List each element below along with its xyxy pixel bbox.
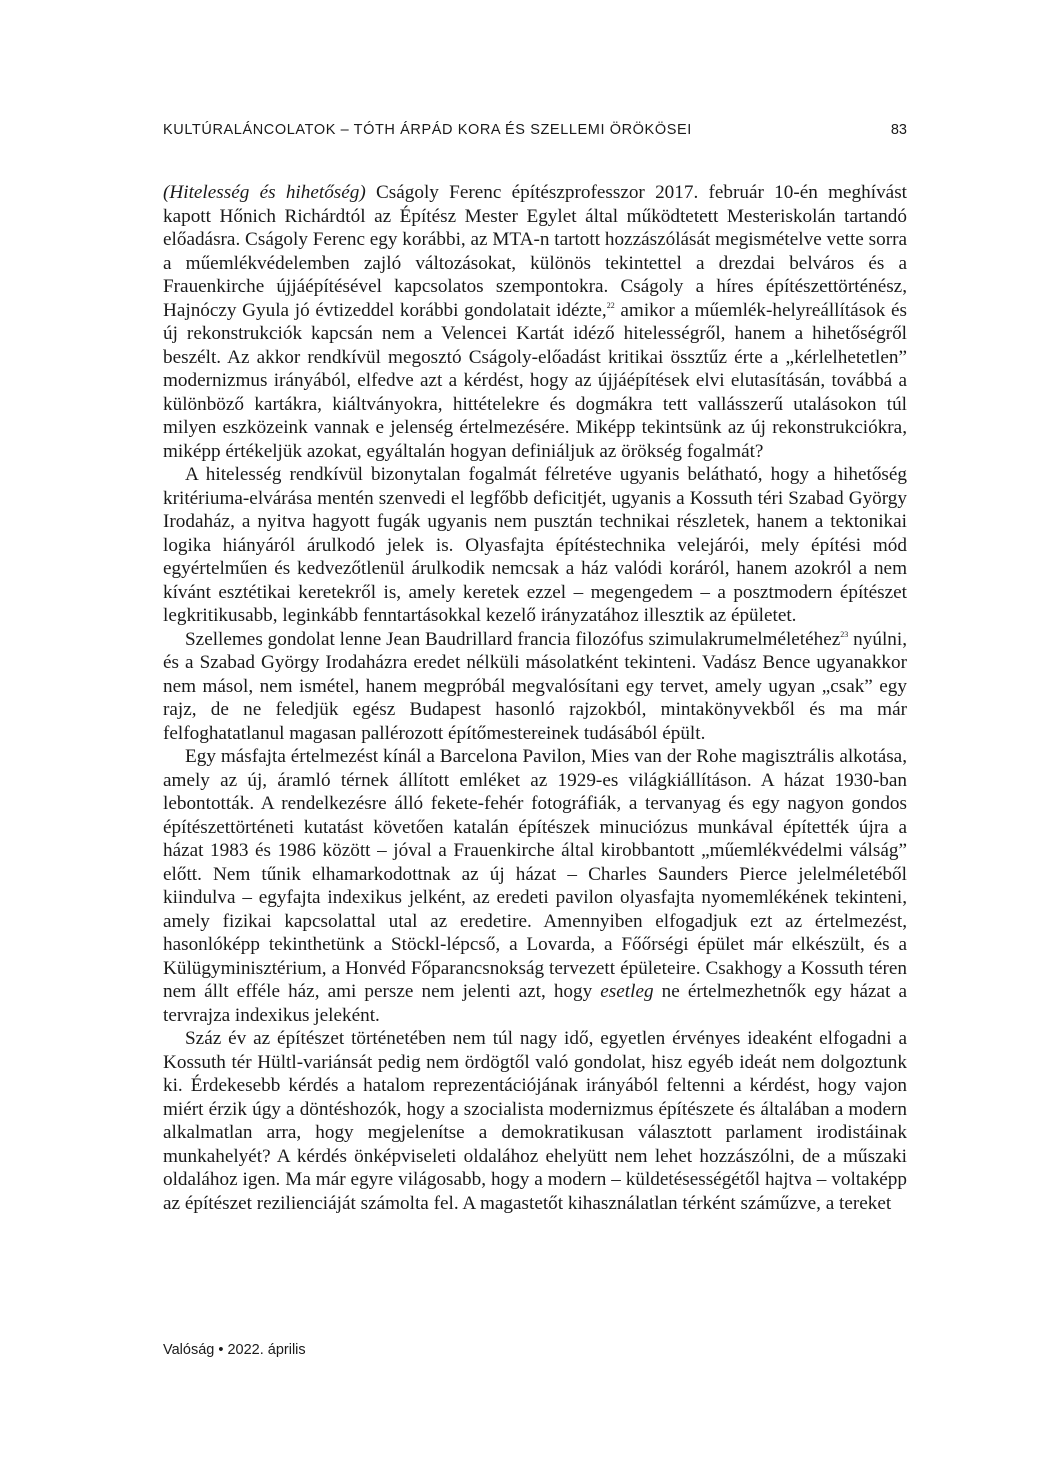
paragraph-1	[163, 181, 907, 463]
paragraph-4	[163, 745, 907, 1027]
paragraph-text: Cságoly Ferenc építészprofesszor 2017. február 10-én meghívást kapott Hőnich Richárdtól az Építész Mester Egylet által működtetett Mesteriskolán tartandó előadásra. Cságoly Ferenc egy korábbi, az MTA-n tartott hozzászólását megismételve vette sorra a műemlékvédelemben zajló változásokat, különös tekintettel a drezdai belváros és a Frauenkirche újjáépítésével kapcsolatos szempontokra. Cságoly a híres építészettörténész, Hajnóczy Gyula jó évtizeddel korábbi gondolatait idézte,	[163, 182, 907, 321]
article-body	[163, 181, 907, 1215]
paragraph-2: A hitelesség rendkívül bizonytalan fogalmát félretéve ugyanis belátható, hogy a hihetőség kritériuma-elvárása mentén szenvedi el legfőbb deficitjét, ugyanis a Kossuth téri Szabad György Irodaház, a nyitva hagyott fugák ugyanis nem pusztán technikai részletek, hanem a tektonikai logika hiányáról árulkodó jelek is. Olyasfajta építéstechnika velejárói, mely építési mód egyértelműen és kedvezőtlenül árulkodik nemcsak a ház valódi koráról, hanem azokról a nem kívánt esztétikai keretekről is, amely keretek ezzel – megengedem – a posztmodern építészet legkritikusabb, leginkább fenntartásokkal kezelő irányzatához illesztik az épületet.	[163, 464, 907, 626]
paragraph-3	[163, 628, 907, 746]
running-title: KULTÚRALÁNCOLATOK – TÓTH ÁRPÁD KORA ÉS SZELLEMI ÖRÖKÖSEI	[163, 122, 692, 138]
paragraph-text: nyúlni, és a Szabad György Irodaházra eredet nélküli másolatként tekinteni. Vadász Bence ugyanakkor nem másol, nem ismétel, hanem megpróbál megvalósítani egy tervet, amely ugyan „csak” egy rajz, de ne feledjük egész Budapest hasonló rajzokból, mintakönyvekből és ma már felfoghatatlanul magasan pallérozott építőmestereinek tudásából épült.	[163, 628, 907, 744]
section-lead-heading: (Hitelesség és hihetőség)	[163, 182, 366, 203]
emphasis-word: esetleg	[600, 981, 654, 1002]
running-header	[163, 122, 907, 138]
paragraph-text: ne értelmezhetnők egy házat a tervrajza indexikus jeleként.	[163, 981, 907, 1026]
paragraph-text: amikor a műemlék-helyreállítások és új rekonstrukciók kapcsán nem a Velencei Kartát idéző hitelességről, hanem a hihetőségről beszélt. Az akkor rendkívül megosztó Cságoly-előadást kritikai össztűz érte a „kérlelhetetlen” modernizmus irányából, elfedve azt a kérdést, hogy az újjáépítések elvi elutasításán, továbbá a különböző kartákra, kiáltványokra, hittételekre és dogmákra tett vallásszerű utalásokon túl milyen eszközeink vannak e jelenség értelmezésére. Miképp tekintsünk az új rekonstrukciókra, miképp értékeljük azokat, egyáltalán hogyan definiáljuk az örökség fogalmát?	[163, 299, 907, 462]
footnote-ref-23: 23	[840, 629, 849, 639]
footnote-ref-22: 22	[606, 300, 615, 310]
page-footer: Valóság • 2022. április	[163, 1342, 306, 1358]
page-number: 83	[890, 122, 907, 138]
paragraph-5: Száz év az építészet történetében nem túl nagy idő, egyetlen érvényes ideaként elfogadni a Kossuth tér Hültl-variánsát pedig nem ördögtől való gondolat, hisz egyéb ideát nem dolgoztunk ki. Érdekesebb kérdés a hatalom reprezentációjának irányából feltenni a kérdést, hogy vajon miért érzik úgy a döntéshozók, hogy a szocialista modernizmus építészete és általában a modern alkalmatlan arra, hogy megjelenítse a demokratikusan választott parlament irodistáinak munkahelyét? A kérdés önképviseleti oldalához ehelyütt nem lehet hozzászólni, de a műszaki oldalához igen. Ma már egyre világosabb, hogy a modern – küldetésességétől hajtva – voltaképp az építészet rezilienciáját számolta fel. A magastetőt kihasználatlan térként száműzve, a tereket	[163, 1028, 907, 1214]
paragraph-text: Egy másfajta értelmezést kínál a Barcelona Pavilon, Mies van der Rohe magisztrális alkotása, amely az új, áramló térnek állított emléket az 1929-es világkiállításon. A házat 1930-ban lebontották. A rendelkezésre álló fekete-fehér fotográfiák, a tervanyag és egy nagyon gondos építészettörténeti kutatást követően katalán építészek minuciózus munkával építették újra a házat 1983 és 1986 között – jóval a Frauenkirche által kirobbantott „műemlékvédelmi válság” előtt. Nem tűnik elhamarkodottnak az új házat – Charles Saunders Pierce jelelméletéből kiindulva – egyfajta indexikus jelként, az eredeti pavilon olyasfajta nyomemlékének tekinteni, amely fizikai kapcsolattal utal az eredetire. Amennyiben elfogadjuk ezt az értelmezést, hasonlóképp tekinthetünk a Stöckl-lépcső, a Lovarda, a Főőrségi épület már elkészült, és a Külügyminisztérium, a Honvéd Főparancsnokság tervezett épületeire. Csakhogy a Kossuth téren nem állt efféle ház, ami persze nem jelenti azt, hogy	[163, 746, 907, 1002]
paragraph-text: Szellemes gondolat lenne Jean Baudrillard francia filozófus szimulakrumelméletéhez	[185, 628, 841, 650]
